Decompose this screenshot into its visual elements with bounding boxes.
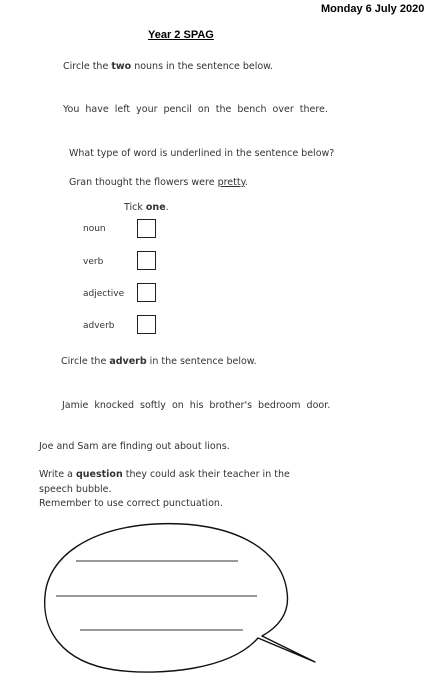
page-title: Year 2 SPAG [148, 29, 214, 41]
tick-instruction: Tick one. [124, 202, 169, 213]
option-label-adjective: adjective [83, 289, 125, 299]
q3-prompt: Circle the adverb in the sentence below. [61, 356, 257, 367]
option-label-noun: noun [83, 224, 106, 234]
q4-instruction-line1: Write a question they could ask their teacher in the [39, 469, 290, 480]
option-label-adverb: adverb [83, 321, 115, 331]
q2-prompt: What type of word is underlined in the sentence below? [69, 148, 335, 159]
q2-sentence: Gran thought the flowers were pretty. [69, 177, 248, 188]
q3-sentence: Jamie knocked softly on his brother's bedroom door. [62, 400, 331, 411]
q4-instruction-line3: Remember to use correct punctuation. [39, 498, 223, 509]
q1-sentence: You have left your pencil on the bench over there. [63, 104, 328, 115]
option-label-verb: verb [83, 257, 104, 267]
date-label: Monday 6 July 2020 [321, 3, 425, 15]
speech-bubble-outline [45, 524, 315, 672]
underlined-word: pretty [217, 177, 245, 188]
q4-intro: Joe and Sam are finding out about lions. [39, 441, 230, 452]
q4-instruction-line2: speech bubble. [39, 484, 112, 495]
q1-prompt: Circle the two nouns in the sentence below. [63, 61, 274, 72]
